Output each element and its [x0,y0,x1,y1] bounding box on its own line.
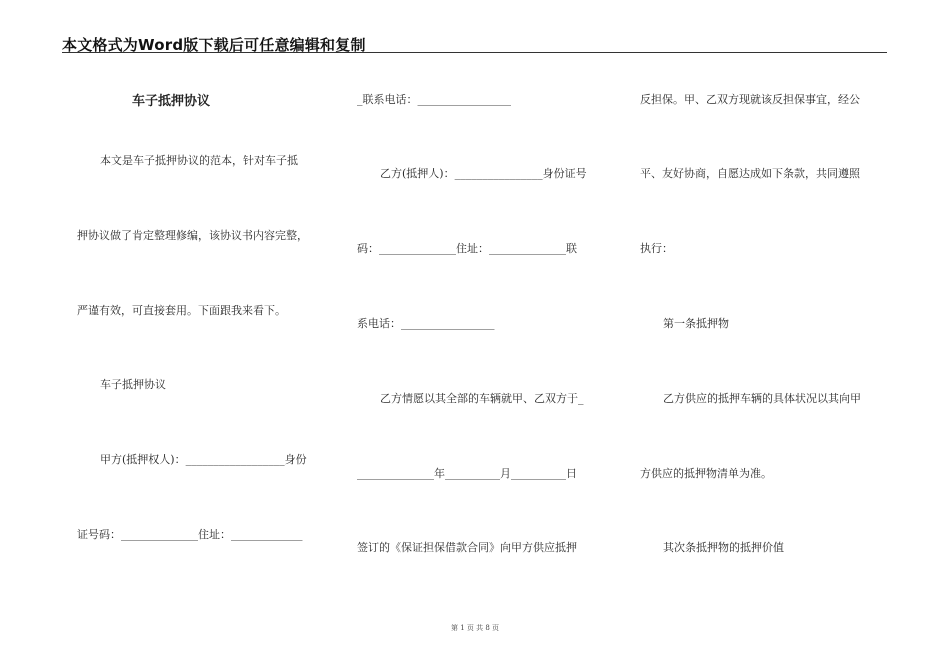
text-line: 执行： [640,242,673,255]
text-line: 方供应的抵押物清单为准。 [640,467,772,480]
text-line: 乙方(抵押人)：________________身份证号 [380,167,587,180]
text-line: _联系电话：_________________ [357,93,511,106]
text-line: 码：______________住址：______________联 [357,242,577,255]
text-line: 其次条抵押物的抵押价值 [663,541,784,554]
page-header-title: 本文格式为Word版下载后可任意编辑和复制 [62,36,366,54]
text-line: 签订的《保证担保借款合同》向甲方供应抵押 [357,541,577,554]
text-line: 甲方(抵押权人)：__________________身份 [100,453,307,466]
text-line: 平、友好协商，自愿达成如下条款，共同遵照 [640,167,860,180]
text-line: 严谨有效，可直接套用。下面跟我来看下。 [77,304,286,317]
page-number-footer: 第 1 页 共 8 页 [450,624,500,632]
text-line: 车子抵押协议 [100,378,166,391]
text-line: 反担保。甲、乙双方现就该反担保事宜，经公 [640,93,860,106]
document-title: 车子抵押协议 [132,94,211,109]
text-line: 系电话：_________________ [357,317,495,330]
text-line: 第一条抵押物 [663,317,729,330]
text-line: 乙方情愿以其全部的车辆就甲、乙双方于_ [380,392,584,405]
text-line: 乙方供应的抵押车辆的具体状况以其向甲 [663,392,861,405]
text-column-3 [640,0,890,672]
text-line: 押协议做了肯定整理修编，该协议书内容完整， [77,229,308,242]
text-column-1 [77,0,327,672]
text-column-2 [357,0,607,672]
text-line: ______________年__________月__________日 [357,467,577,480]
text-line: 证号码：______________住址：_____________ [77,528,303,541]
text-line: 本文是车子抵押协议的范本，针对车子抵 [100,154,298,167]
